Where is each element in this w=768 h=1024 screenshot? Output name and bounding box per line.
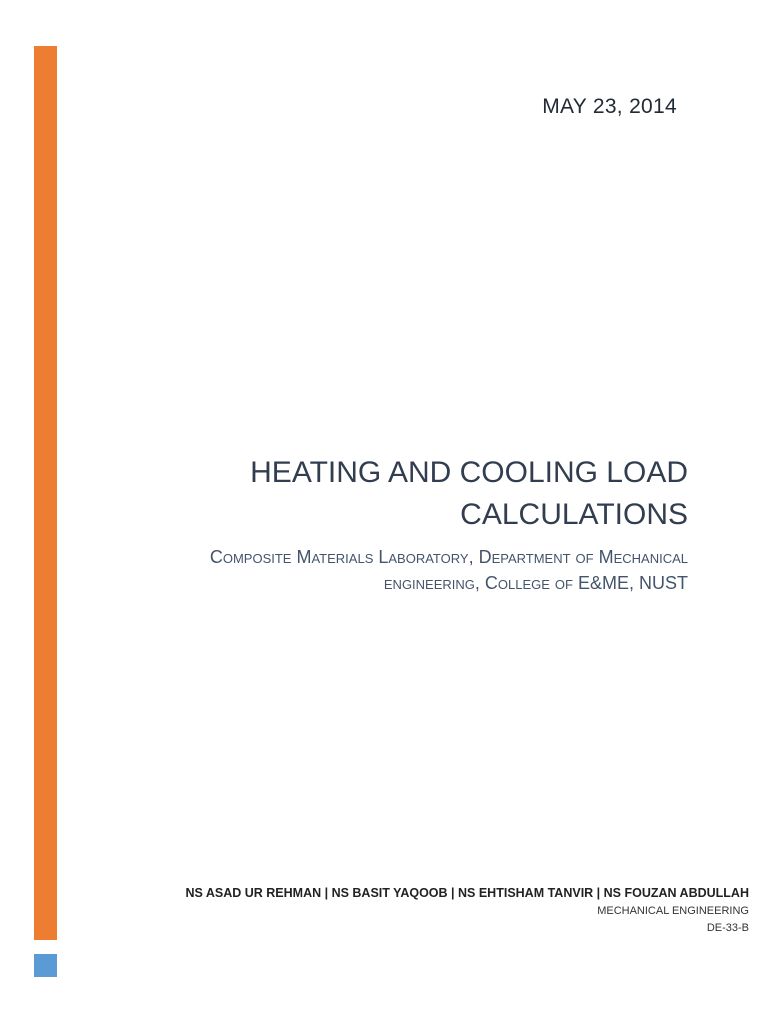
title-block [88,452,688,596]
department-name: MECHANICAL ENGINEERING [597,905,749,917]
title-line-2: CALCULATIONS [460,498,688,531]
subtitle-line-1: Composite Materials Laboratory, Department of Mechanical [209,547,688,567]
section-code: DE-33-B [706,922,749,934]
authors-block [185,883,749,937]
author-list: NS ASAD UR REHMAN | NS BASIT YAQOOB | NS EHTISHAM TANVIR | NS FOUZAN ABDULLAH [185,886,749,900]
blue-accent-square [34,954,57,977]
document-title [88,452,688,536]
orange-accent-bar [34,46,57,940]
document-date: MAY 23, 2014 [542,95,677,118]
document-subtitle [88,544,688,596]
subtitle-line-2: engineering, College of E&ME, NUST [383,573,688,593]
title-line-1: HEATING AND COOLING LOAD [250,456,688,489]
